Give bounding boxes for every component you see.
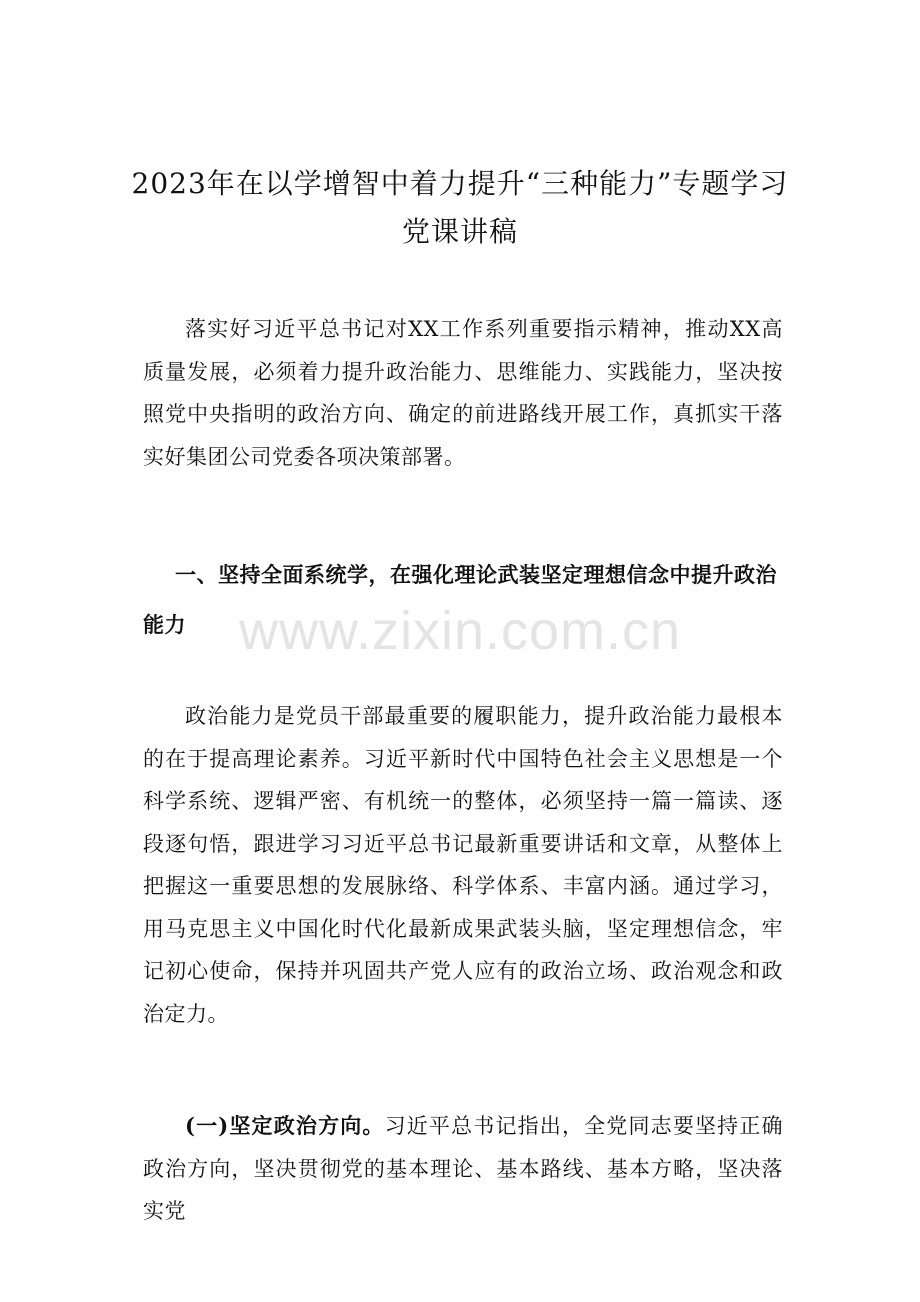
intro-paragraph: 落实好习近平总书记对XX工作系列重要指示精神，推动XX高质量发展，必须着力提升政治能力、思维能力、实践能力，坚决按照党中央指明的政治方向、确定的前进路线开展工作，真抓实干落实好集团公司党委各项决策部署。 — [143, 317, 783, 469]
document-title — [130, 160, 790, 256]
section-1-paragraph: 政治能力是党员干部最重要的履职能力，提升政治能力最根本的在于提高理论素养。习近平新时代中国特色社会主义思想是一个科学系统、逻辑严密、有机统一的整体，必须坚持一篇一篇读、逐段逐句悟，跟进学习习近平总书记最新重要讲话和文章，从整体上把握这一重要思想的发展脉络、科学体系、丰富内涵。通过学习，用马克思主义中国化时代化最新成果武装头脑，坚定理想信念，牢记初心使命，保持并巩固共产党人应有的政治立场、政治观念和政治定力。 — [143, 704, 783, 1026]
subsection-1-lead: (一)坚定政治方向。 — [185, 1113, 385, 1138]
title-line-1: 2023年在以学增智中着力提升“三种能力”专题学习 — [131, 167, 789, 200]
watermark: www.zixin.com.cn — [238, 601, 682, 661]
section-heading-1: 一、坚持全面系统学，在强化理论武装坚定理想信念中提升政治能力 — [143, 562, 777, 637]
subsection-1-paragraph — [143, 1105, 783, 1233]
subsection-1-body: 习近平总书记指出，全党同志要坚持正确政治方向，坚决贯彻党的基本理论、基本路线、基本方略，坚决落实党 — [143, 1114, 784, 1223]
title-line-2: 党课讲稿 — [401, 215, 518, 248]
